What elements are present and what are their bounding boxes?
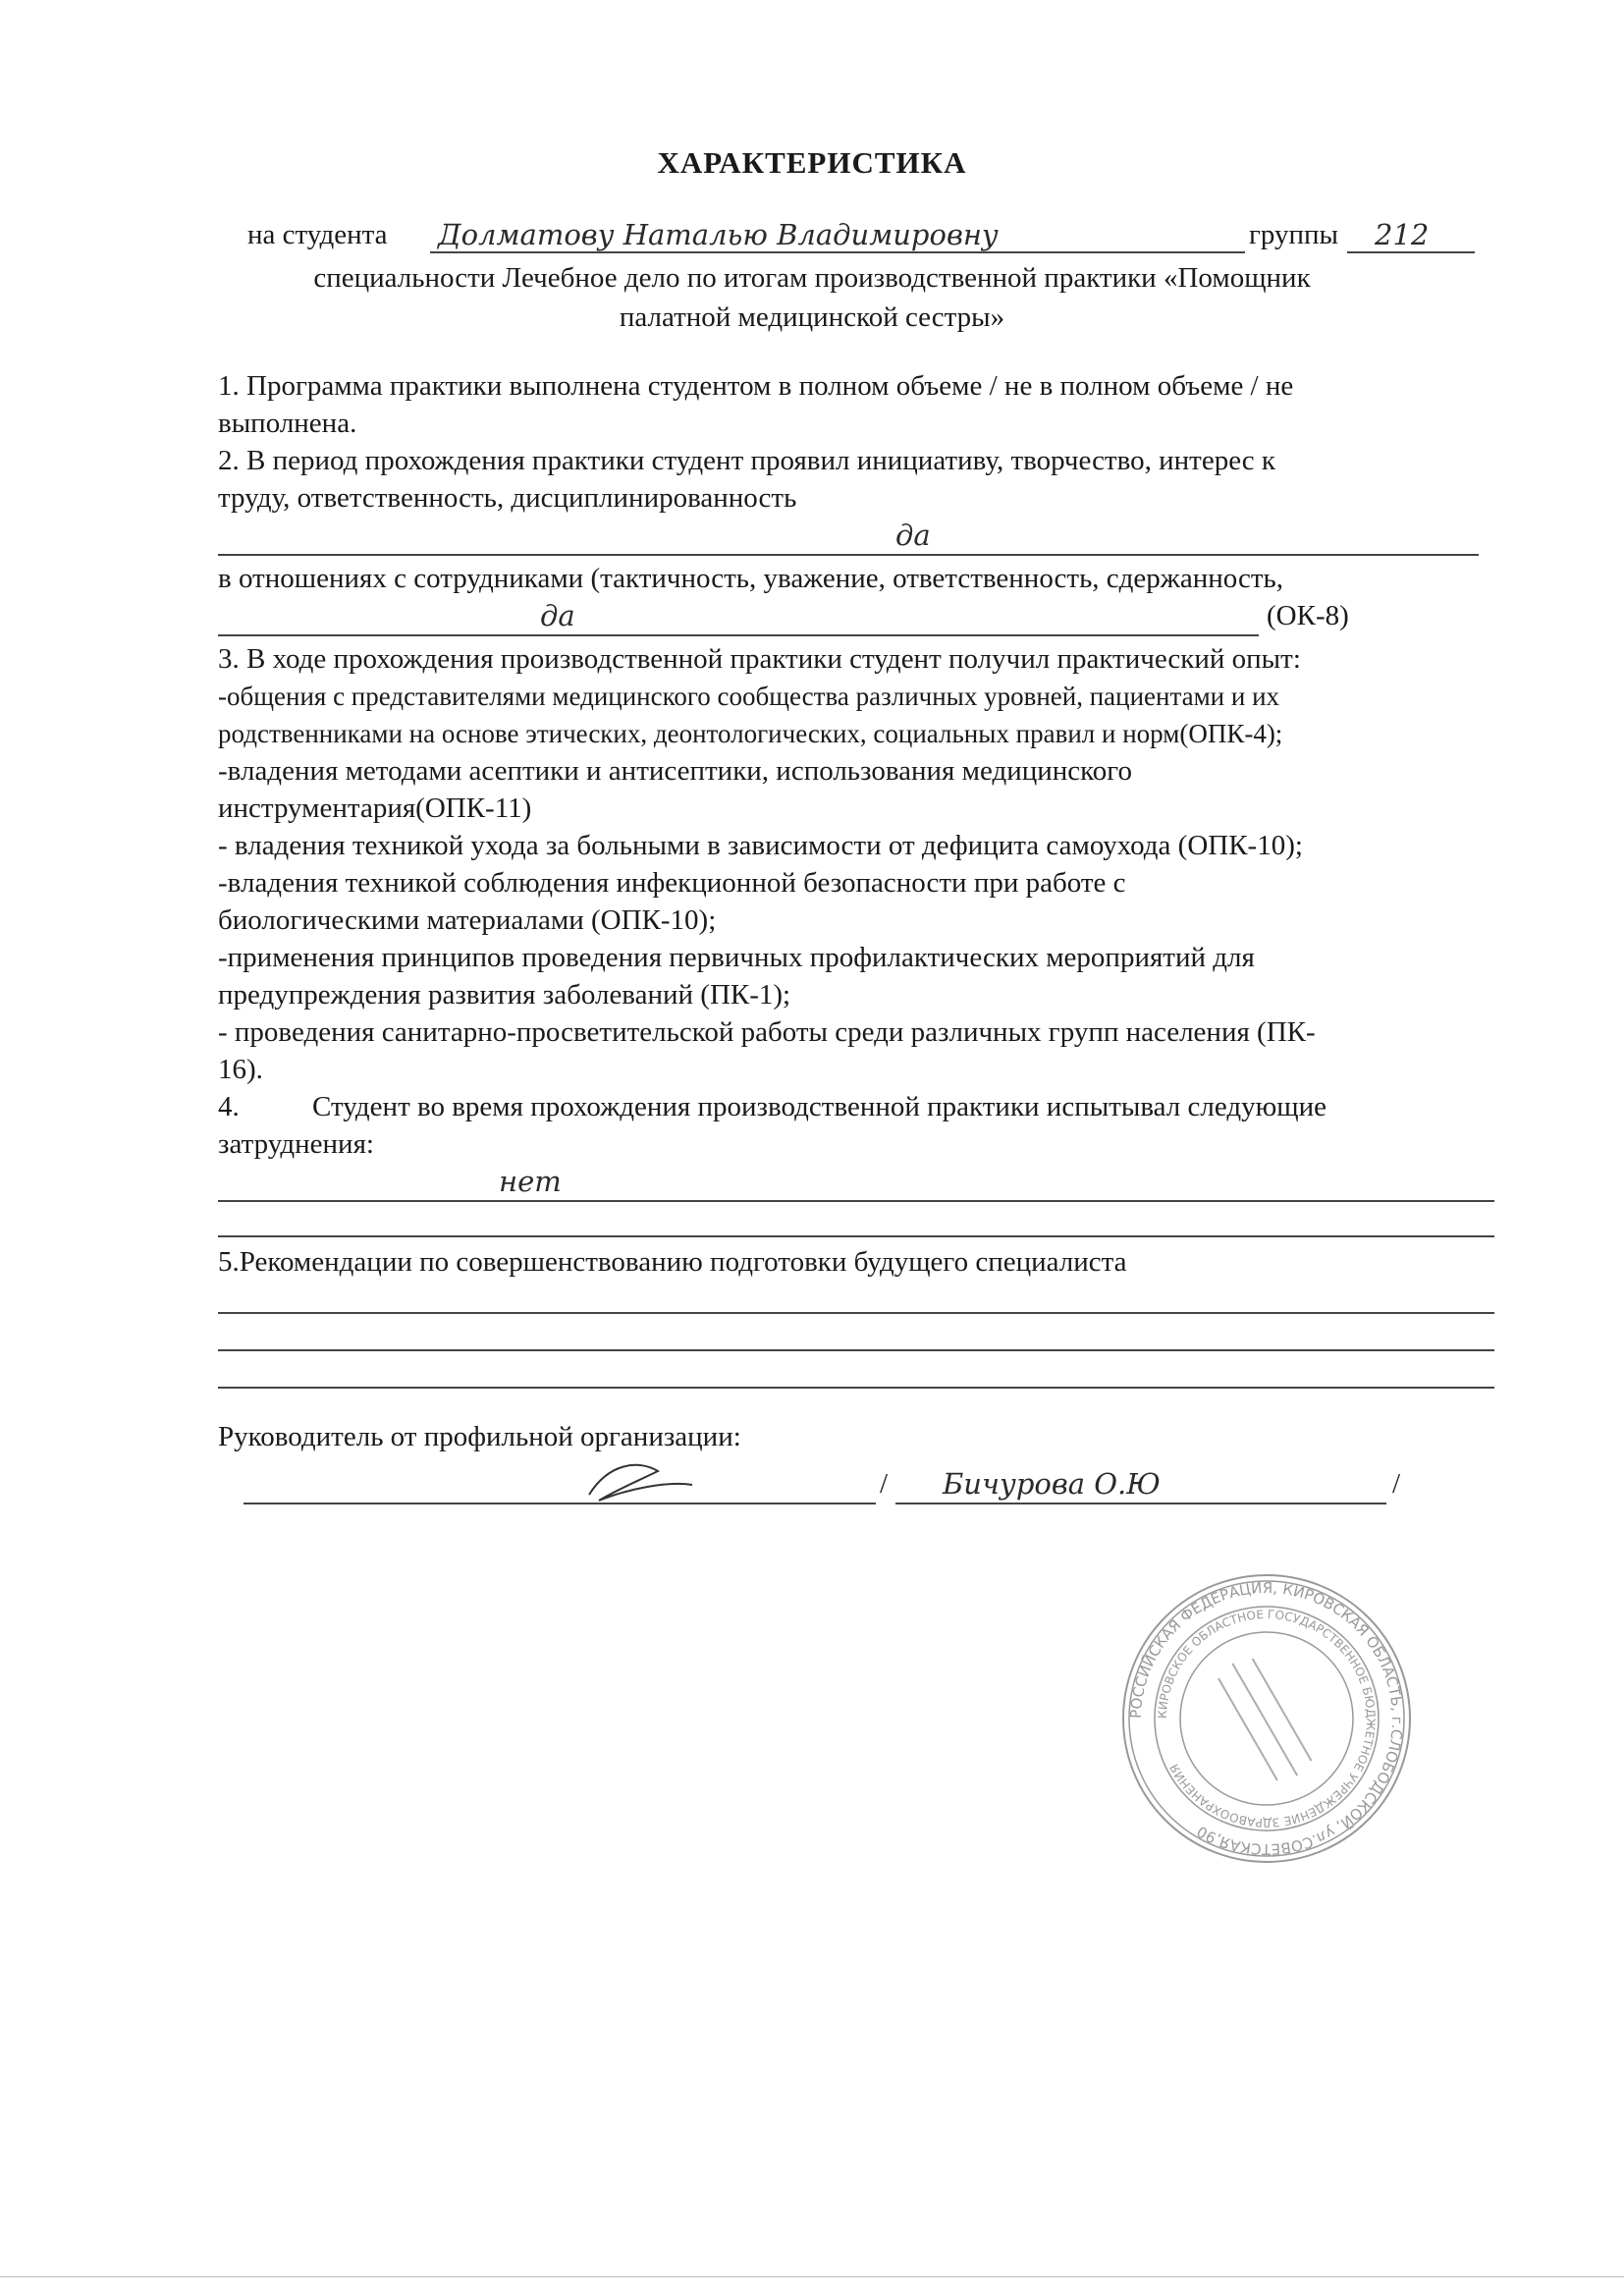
signature-separator-2: / xyxy=(1392,1468,1401,1500)
signature-label: Руководитель от профильной организации: xyxy=(218,1421,741,1452)
section3-line: инструментария(ОПК-11) xyxy=(218,793,532,824)
supervisor-name-handwritten: Бичурова О.Ю xyxy=(943,1467,1161,1501)
section2-answer1-line xyxy=(218,554,1479,556)
section4-line1: Студент во время прохождения производственной практики испытывал следующие xyxy=(312,1091,1326,1122)
group-label: группы xyxy=(1249,219,1339,250)
section3-line: -применения принципов проведения первичных профилактических мероприятий для xyxy=(218,942,1255,973)
section3-line: -владения техникой соблюдения инфекционной безопасности при работе с xyxy=(218,867,1126,899)
section2-line3: в отношениях с сотрудниками (тактичность, уважение, ответственность, сдержанность, xyxy=(218,563,1283,594)
section5-answer-line-2 xyxy=(218,1349,1494,1351)
section2-line1: 2. В период прохождения практики студент проявил инициативу, творчество, интерес к xyxy=(218,445,1275,476)
section3-line: 3. В ходе прохождения производственной практики студент получил практический опыт: xyxy=(218,643,1301,675)
name-line xyxy=(895,1503,1386,1504)
section3-line: -владения методами асептики и антисептики, использования медицинского xyxy=(218,755,1132,787)
section2-code: (ОК-8) xyxy=(1267,600,1349,631)
section3-line: родственниками на основе этических, деонтологических, социальных правил и норм(ОПК-4); xyxy=(218,719,1283,748)
section5-answer-line-1 xyxy=(218,1312,1494,1314)
section3-line: - владения техникой ухода за больными в зависимости от дефицита самоухода (ОПК-10); xyxy=(218,830,1303,861)
section3-line: предупреждения развития заболеваний (ПК-1); xyxy=(218,979,791,1011)
stamp-outer-text: РОССИЙСКАЯ ФЕДЕРАЦИЯ, КИРОВСКАЯ ОБЛАСТЬ, г.СЛОБОДСКОЙ, ул.СОВЕТСКАЯ,90 xyxy=(1126,1578,1407,1859)
group-handwritten: 212 xyxy=(1375,218,1430,251)
header-line-3: палатной медицинской сестры» xyxy=(619,301,1005,333)
page-bottom-edge xyxy=(0,2276,1624,2277)
section3-line: 16). xyxy=(218,1054,263,1085)
svg-text:КИРОВСКОЕ ОБЛАСТНОЕ ГОСУДАРСТВ xyxy=(1156,1608,1378,1830)
document-title: ХАРАКТЕРИСТИКА xyxy=(657,145,967,180)
official-stamp-icon xyxy=(1119,1571,1414,1866)
section4-answer-handwritten: нет xyxy=(499,1165,562,1198)
signature-scribble-icon xyxy=(579,1455,697,1504)
group-line xyxy=(1347,251,1475,253)
signature-line xyxy=(244,1503,876,1504)
signature-separator-1: / xyxy=(880,1468,889,1500)
section5-line1: 5.Рекомендации по совершенствованию подготовки будущего специалиста xyxy=(218,1246,1127,1278)
header-prefix: на студента xyxy=(247,219,388,250)
section4-number: 4. xyxy=(218,1091,240,1122)
section2-answer2-line xyxy=(218,634,1259,636)
section5-answer-line-3 xyxy=(218,1387,1494,1389)
student-name-line xyxy=(430,251,1245,253)
stamp-middle-text: КИРОВСКОЕ ОБЛАСТНОЕ ГОСУДАРСТВЕННОЕ БЮДЖЕТНОЕ УЧРЕЖДЕНИЕ ЗДРАВООХРАНЕНИЯ xyxy=(1155,1607,1379,1831)
section2-answer2-handwritten: да xyxy=(540,599,575,632)
student-name-handwritten: Долматову Наталью Владимировну xyxy=(438,218,999,251)
section1-line1: 1. Программа практики выполнена студентом в полном объеме / не в полном объеме / не xyxy=(218,370,1294,402)
section2-line2: труду, ответственность, дисциплинированность xyxy=(218,482,797,514)
section2-answer1-handwritten: да xyxy=(895,519,931,552)
section3-line: - проведения санитарно-просветительской работы среди различных групп населения (ПК- xyxy=(218,1016,1316,1048)
header-line-2: специальности Лечебное дело по итогам производственной практики «Помощник xyxy=(313,262,1311,294)
section3-line: биологическими материалами (ОПК-10); xyxy=(218,904,717,936)
section4-answer-line-2 xyxy=(218,1235,1494,1237)
section1-line2: выполнена. xyxy=(218,408,357,439)
section4-answer-line-1 xyxy=(218,1200,1494,1202)
section4-line2: затруднения: xyxy=(218,1128,374,1160)
section3-line: -общения с представителями медицинского сообщества различных уровней, пациентами и их xyxy=(218,682,1280,711)
